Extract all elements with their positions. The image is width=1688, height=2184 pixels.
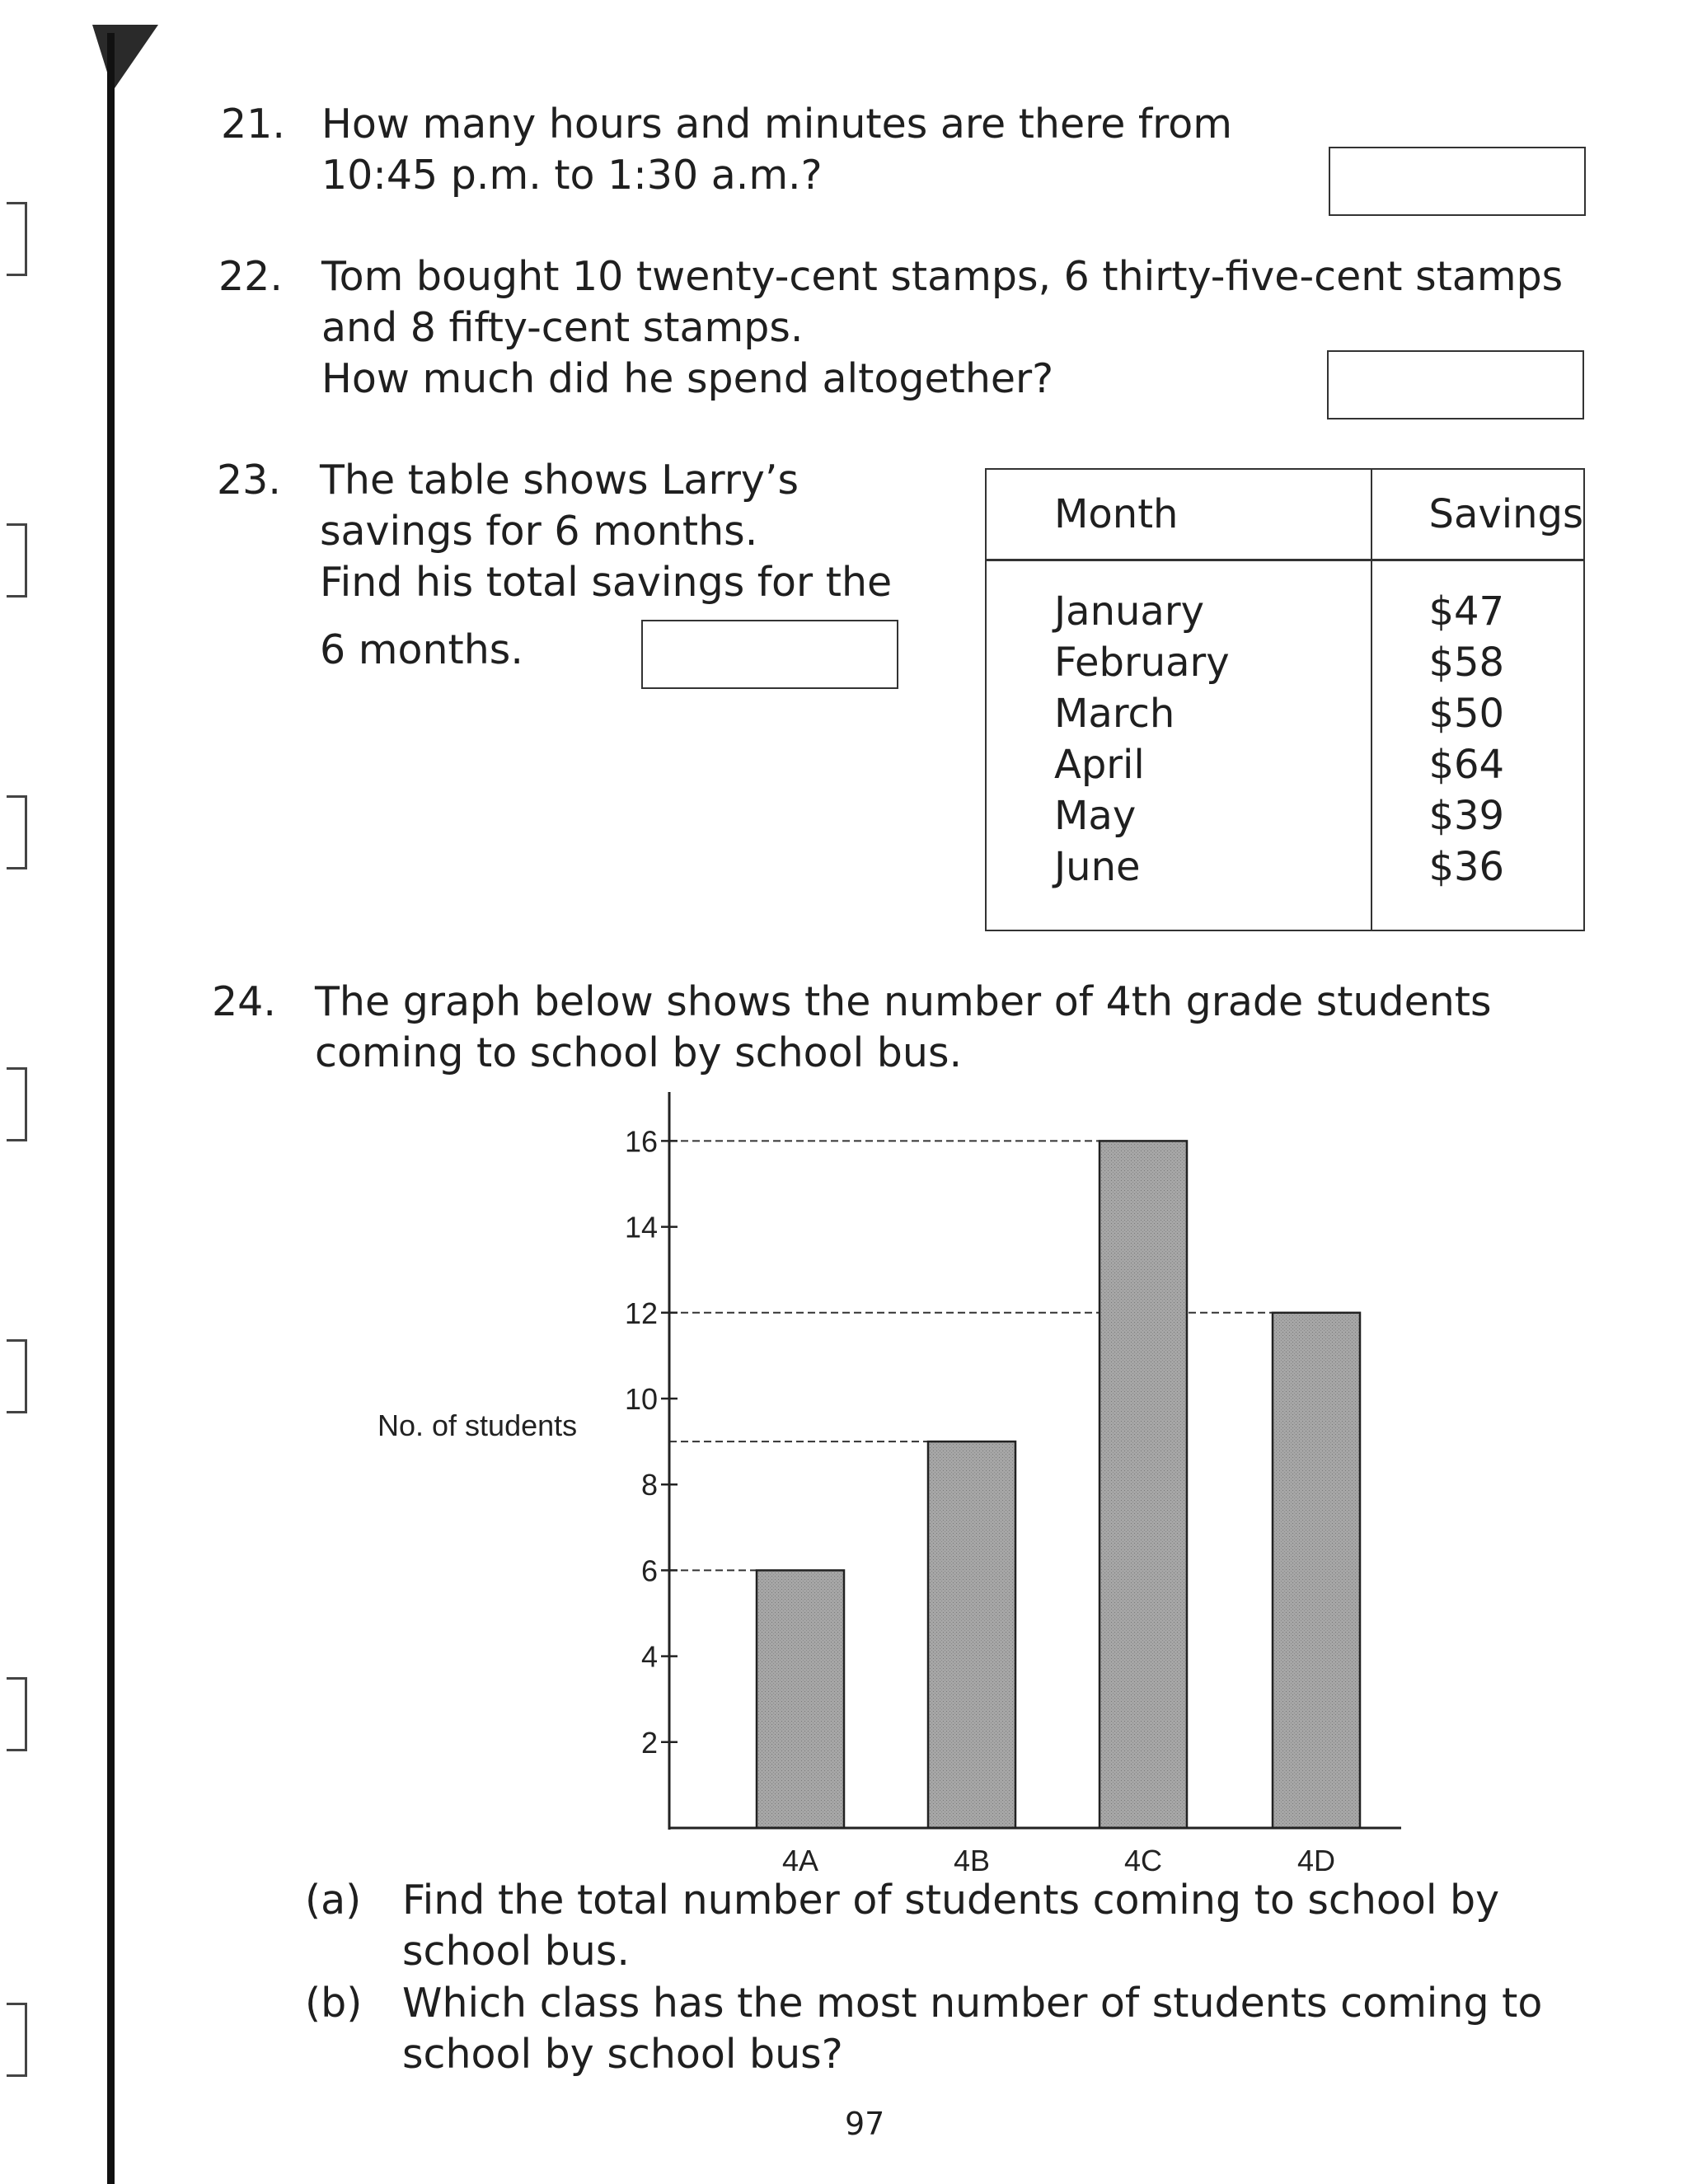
margin-bracket <box>7 1677 27 1751</box>
binding-spine <box>107 33 115 2184</box>
question-line: and 8 fifty-cent stamps. <box>321 304 804 351</box>
savings-cell: $36 <box>1428 843 1505 890</box>
question-line: 6 months. <box>320 626 523 673</box>
y-tick-label: 14 <box>624 1210 658 1244</box>
y-axis-label: No. of students <box>377 1408 578 1442</box>
savings-cell: $64 <box>1428 741 1505 788</box>
subquestion-a-text <box>402 1875 1499 1977</box>
y-tick-label: 2 <box>640 1725 658 1760</box>
answer-box-22[interactable] <box>1327 350 1584 419</box>
bar-4A <box>757 1570 844 1828</box>
month-cell: February <box>1054 639 1230 686</box>
question-line: Which class has the most number of students coming to <box>402 1980 1543 2027</box>
bar-4B <box>928 1441 1015 1828</box>
question-line: How much did he spend altogether? <box>321 355 1054 402</box>
question-line: Find his total savings for the <box>320 559 893 606</box>
question-24-number: 24. <box>212 978 276 1025</box>
question-line: 10:45 p.m. to 1:30 a.m.? <box>321 152 823 199</box>
subquestion-a-letter: (a) <box>305 1877 362 1924</box>
question-line: Tom bought 10 twenty-cent stamps, 6 thirty-five-cent stamps <box>321 253 1564 300</box>
margin-bracket <box>7 2003 27 2077</box>
answer-box-21[interactable] <box>1329 147 1586 216</box>
margin-bracket <box>7 1067 27 1141</box>
month-cell: March <box>1054 690 1175 737</box>
table-header-savings: Savings <box>1372 469 1584 560</box>
x-category-label: 4B <box>953 1844 991 1877</box>
month-cell: April <box>1054 741 1145 788</box>
y-tick-label: 10 <box>624 1382 658 1416</box>
margin-bracket <box>7 1339 27 1413</box>
subquestion-b-text <box>402 1978 1542 2080</box>
month-column <box>986 560 1372 930</box>
table-header-month: Month <box>986 469 1372 560</box>
bar-4C <box>1100 1141 1187 1828</box>
question-23-number: 23. <box>217 457 281 504</box>
x-category-label: 4D <box>1296 1844 1336 1877</box>
answer-box-23[interactable] <box>641 620 898 689</box>
subquestion-b-letter: (b) <box>305 1980 363 2027</box>
margin-bracket <box>7 795 27 869</box>
question-21-number: 21. <box>221 101 285 148</box>
savings-table <box>985 468 1585 931</box>
y-tick-label: 6 <box>640 1554 658 1588</box>
question-24-text <box>315 977 1492 1079</box>
question-21-text <box>321 99 1232 201</box>
y-tick-label: 4 <box>640 1639 658 1674</box>
question-line: coming to school by school bus. <box>315 1029 963 1076</box>
question-line: The graph below shows the number of 4th grade students <box>315 978 1492 1025</box>
month-cell: May <box>1054 792 1137 839</box>
question-line: school bus. <box>402 1928 630 1975</box>
y-tick-label: 12 <box>624 1296 658 1330</box>
y-tick-label: 16 <box>624 1124 658 1159</box>
question-line: How many hours and minutes are there from <box>321 101 1232 148</box>
x-category-label: 4C <box>1123 1844 1163 1877</box>
question-line: savings for 6 months. <box>320 508 758 555</box>
page-number: 97 <box>845 2106 885 2142</box>
y-tick-label: 8 <box>640 1468 658 1502</box>
margin-bracket <box>7 523 27 598</box>
question-22-number: 22. <box>218 253 283 300</box>
question-line: school by school bus? <box>402 2031 843 2078</box>
bar-4D <box>1273 1313 1360 1828</box>
x-category-label: 4A <box>781 1844 819 1877</box>
binding-corner <box>92 25 158 91</box>
savings-cell: $39 <box>1428 792 1505 839</box>
question-line: The table shows Larry’s <box>320 457 799 504</box>
savings-column <box>1372 560 1584 930</box>
savings-cell: $47 <box>1428 588 1505 635</box>
margin-bracket <box>7 202 27 276</box>
savings-cell: $58 <box>1428 639 1505 686</box>
savings-cell: $50 <box>1428 690 1505 737</box>
question-line: Find the total number of students coming to school by <box>402 1877 1500 1924</box>
month-cell: June <box>1054 843 1141 890</box>
month-cell: January <box>1054 588 1204 635</box>
